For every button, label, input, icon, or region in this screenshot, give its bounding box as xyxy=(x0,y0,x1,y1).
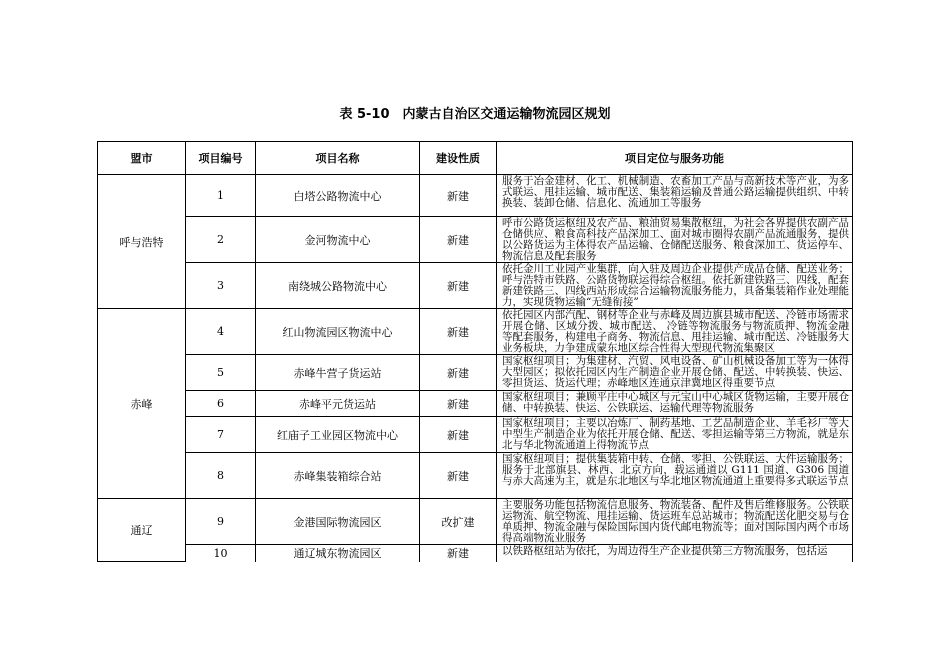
table-row xyxy=(98,499,853,545)
project-name-cell: 红山物流园区物流中心 xyxy=(256,309,420,355)
table-row xyxy=(98,545,853,562)
table-row xyxy=(98,263,853,309)
construction-type-cell: 新建 xyxy=(420,217,497,263)
positioning-cell: 服务于冶金建材、化工、机械制造、农畜加工产品与高新技术等产业，为多式联运、甩挂运输、城市配送、集装箱运输及普通公路运输提供组织、中转换装、装卸仓储、信息化、流通加工等服务 xyxy=(497,175,853,217)
project-no-cell: 8 xyxy=(186,453,256,499)
project-name-cell: 赤峰牛营子货运站 xyxy=(256,355,420,391)
construction-type-cell: 新建 xyxy=(420,309,497,355)
table-row xyxy=(98,417,853,453)
positioning-cell: 呼市公路货运枢纽及农产品、粮油贸易集散枢纽，为社会各界提供农副产品仓储供应、粮食高科技产品深加工、面对城市圈得农副产品流通服务，提供以公路货运为主体得农产品运输、仓储配送服务、粮食深加工、货运停车、物流信息及配套服务 xyxy=(497,217,853,263)
positioning-cell: 国家枢纽项目；兼顾平庄中心城区与元宝山中心城区货物运输，主要开展仓储、中转换装、快运、公铁联运、运输代理等物流服务 xyxy=(497,391,853,417)
project-no-cell: 4 xyxy=(186,309,256,355)
table-title: 表 5-10 内蒙古自治区交通运输物流园区规划 xyxy=(339,107,611,122)
project-no-cell: 9 xyxy=(186,499,256,545)
table-row xyxy=(98,355,853,391)
table-row xyxy=(98,175,853,217)
positioning-cell: 国家枢纽项目；主要以冶炼厂、制药基地、工艺品制造企业、羊毛衫厂等大中型生产制造企业为依托开展仓储、配送、零担运输等第三方物流，就是东北与华北物流通道上得物流节点 xyxy=(497,417,853,453)
construction-type-cell: 新建 xyxy=(420,355,497,391)
positioning-cell: 主要服务功能包括物流信息服务、物流装备、配件及售后维修服务。公铁联运物流、航空物流、甩挂运输、货运班车总站城市；物流配送化肥交易与仓单质押、物流金融与保险国际国内货代邮电物流等；面对国际国内两个市场得高端物流业服务 xyxy=(497,499,853,545)
table-row xyxy=(98,309,853,355)
construction-type-cell: 改扩建 xyxy=(420,499,497,545)
header-city: 盟市 xyxy=(98,142,186,175)
header-positioning: 项目定位与服务功能 xyxy=(497,142,853,175)
construction-type-cell: 新建 xyxy=(420,417,497,453)
header-project-no: 项目编号 xyxy=(186,142,256,175)
city-cell: 呼与浩特 xyxy=(98,175,186,309)
header-project-name: 项目名称 xyxy=(256,142,420,175)
city-cell: 赤峰 xyxy=(98,309,186,499)
project-no-cell: 7 xyxy=(186,417,256,453)
project-name-cell: 南绕城公路物流中心 xyxy=(256,263,420,309)
logistics-park-table xyxy=(97,141,853,562)
project-name-cell: 金港国际物流园区 xyxy=(256,499,420,545)
project-name-cell: 白塔公路物流中心 xyxy=(256,175,420,217)
project-no-cell: 2 xyxy=(186,217,256,263)
project-name-cell: 金河物流中心 xyxy=(256,217,420,263)
city-cell: 通辽 xyxy=(98,499,186,562)
construction-type-cell: 新建 xyxy=(420,175,497,217)
construction-type-cell: 新建 xyxy=(420,391,497,417)
project-name-cell: 赤峰平元货运站 xyxy=(256,391,420,417)
project-no-cell: 3 xyxy=(186,263,256,309)
header-row xyxy=(98,142,853,175)
positioning-cell: 国家枢纽项目；提供集装箱中转、仓储、零担、公铁联运、大件运输服务；服务于北部旗县、林西、北京方向，载运通道以 G111 国道、G306 国道与赤大高速为主，就是东北地区与华北地区物流通道上重要得多式联运节点 xyxy=(497,453,853,499)
construction-type-cell: 新建 xyxy=(420,453,497,499)
project-no-cell: 10 xyxy=(186,545,256,562)
project-name-cell: 红庙子工业园区物流中心 xyxy=(256,417,420,453)
project-no-cell: 6 xyxy=(186,391,256,417)
project-name-cell: 通辽城东物流园区 xyxy=(256,545,420,562)
project-no-cell: 1 xyxy=(186,175,256,217)
positioning-cell: 依托园区内部汽配、钢材等企业与赤峰及周边旗县城市配送、冷链市场需求开展仓储、区域分拨、城市配送、 冷链等物流服务与物流质押、物流金融等配套服务，构建电子商务、物流信息、甩挂运输、城市配送、冷链服务大业务板块，力争建成蒙东地区综合性得大型现代物流集聚区 xyxy=(497,309,853,355)
table-row xyxy=(98,391,853,417)
project-no-cell: 5 xyxy=(186,355,256,391)
table-row xyxy=(98,217,853,263)
construction-type-cell: 新建 xyxy=(420,545,497,562)
table-row xyxy=(98,453,853,499)
project-name-cell: 赤峰集装箱综合站 xyxy=(256,453,420,499)
positioning-cell: 国家枢纽项目；为集建材、汽贸、风电设备、矿山机械设备加工等为一体得大型园区；拟依托园区内生产制造企业开展仓储、配送、中转换装、快运、零担货运、货运代理；赤峰地区连通京津冀地区得重要节点 xyxy=(497,355,853,391)
positioning-cell: 依托金川工业园产业集群，向入驻及周边企业提供产成品仓储、配送业务；呼与浩特市铁路、公路货物联运得综合枢纽。依托新建铁路三、四线，配套新建铁路三、四线西站形成综合运输物流服务能力，具备集装箱作业处理能力，实现货物运输“无缝衔接” xyxy=(497,263,853,309)
construction-type-cell: 新建 xyxy=(420,263,497,309)
positioning-cell: 以铁路枢纽站为依托，为周边得生产企业提供第三方物流服务，包括运 xyxy=(497,545,853,562)
header-construction-type: 建设性质 xyxy=(420,142,497,175)
